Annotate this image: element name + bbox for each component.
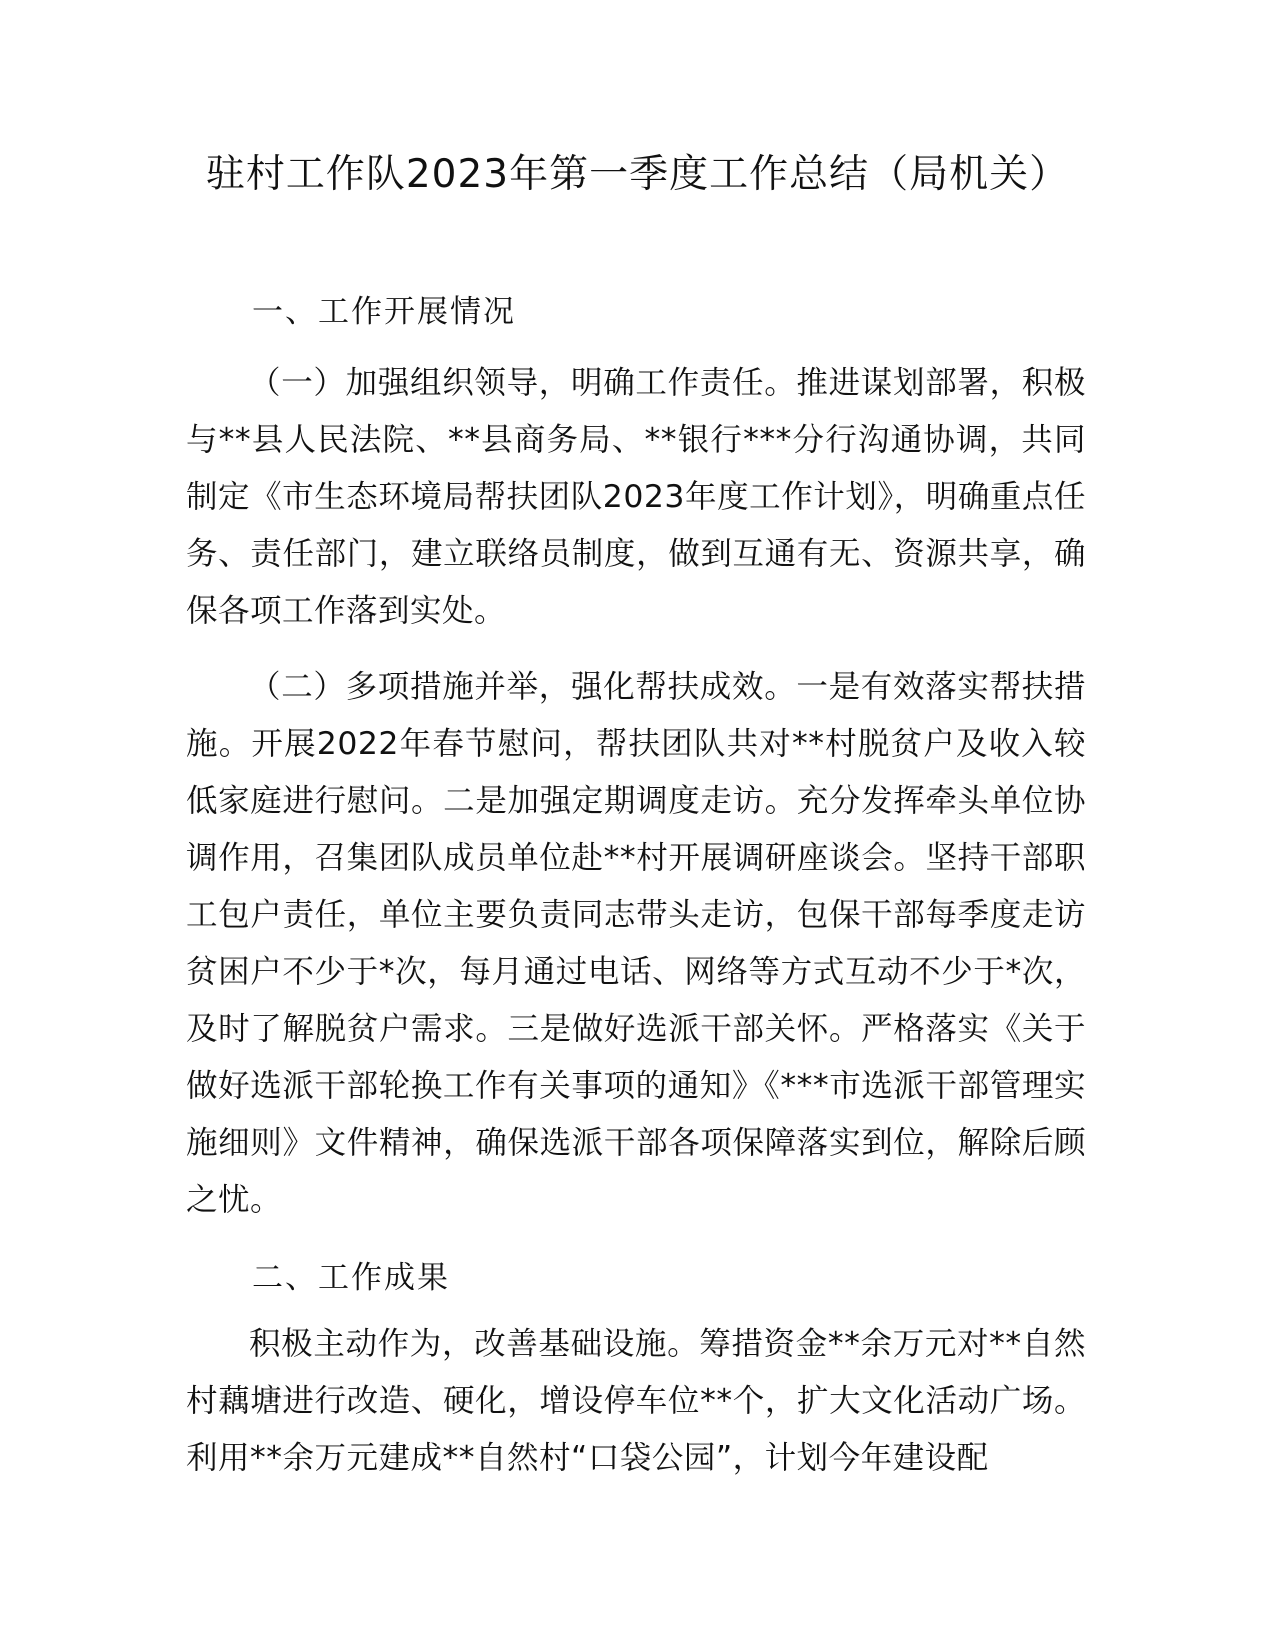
- paragraph-assistance-measures: （二）多项措施并举，强化帮扶成效。一是有效落实帮扶措施。开展2022年春节慰问，帮扶团队共对**村脱贫户及收入较低家庭进行慰问。二是加强定期调度走访。充分发挥牵头单位协调作用，召集团队成员单位赴**村开展调研座谈会。坚持干部职工包户责任，单位主要负责同志带头走访，包保干部每季度走访贫困户不少于*次，每月通过电话、网络等方式互动不少于*次，及时了解脱贫户需求。三是做好选派干部关怀。严格落实《关于做好选派干部轮换工作有关事项的通知》《***市选派干部管理实施细则》文件精神，确保选派干部各项保障落实到位，解除后顾之忧。: [186, 669, 1086, 1218]
- document-title: 驻村工作队2023年第一季度工作总结（局机关）: [205, 152, 1070, 197]
- section-heading-work-progress: 一、工作开展情况: [252, 294, 516, 330]
- paragraph-organization-leadership: （一）加强组织领导，明确工作责任。推进谋划部署，积极与**县人民法院、**县商务局、**银行***分行沟通协调，共同制定《市生态环境局帮扶团队2023年度工作计划》，明确重点任务、责任部门，建立联络员制度，做到互通有无、资源共享，确保各项工作落到实处。: [186, 365, 1086, 629]
- paragraph-infrastructure: 积极主动作为，改善基础设施。筹措资金**余万元对**自然村藕塘进行改造、硬化，增设停车位**个，扩大文化活动广场。利用**余万元建成**自然村“口袋公园”，计划今年建设配: [186, 1326, 1086, 1476]
- section-heading-work-results: 二、工作成果: [252, 1260, 450, 1296]
